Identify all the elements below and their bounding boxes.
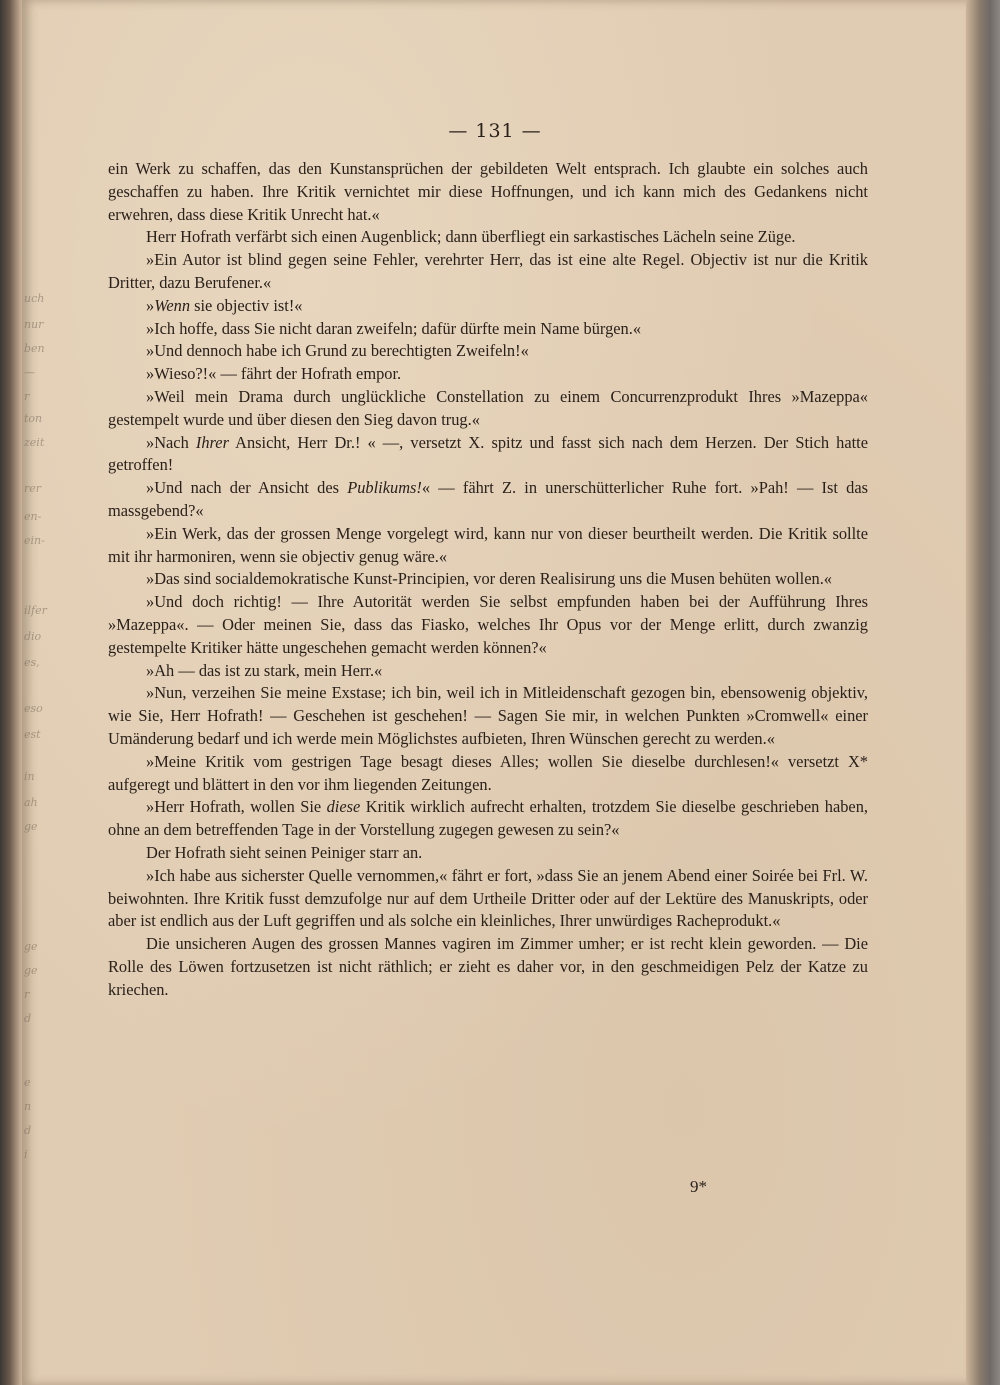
text-run: »Nach — [146, 432, 196, 452]
body-text — [108, 158, 868, 1001]
book-binding-shadow — [0, 0, 24, 1385]
text-run: Ansicht, Herr Dr.! « —, versetzt X. spitz und fasst sich nach dem Herzen. Der Stich hatte getroffen! — [108, 432, 869, 475]
emphasis: Wenn — [154, 295, 191, 315]
paragraph: »Und doch richtig! — Ihre Autorität werden Sie selbst empfunden haben bei der Aufführung Ihres »Mazeppa«. — Oder meinen Sie, dass das Fiasko, welches Ihr Opus vor der Menge erlitt, durch zwanzig gestempelte Kritiker hätte ungeschehen gemacht werden können?« — [108, 592, 868, 657]
paragraph — [108, 432, 868, 478]
paragraph: ein Werk zu schaffen, das den Kunstansprüchen der gebildeten Welt entsprach. Ich glaubte ein solches auch geschaffen zu haben. Ihre Kritik vernichtet mir diese Hoffnungen, und ich kann mich des Gedankens nicht erwehren, dass diese Kritik Unrecht hat.« — [108, 159, 868, 224]
paragraph: Herr Hofrath verfärbt sich einen Augenblick; dann überfliegt ein sarkastisches Lächeln seine Züge. — [146, 227, 796, 247]
paragraph — [108, 796, 868, 842]
paragraph: »Ah — das ist zu stark, mein Herr.« — [146, 660, 383, 680]
paragraph: Die unsicheren Augen des grossen Mannes vagiren im Zimmer umher; er ist recht klein geworden. — Die Rolle des Löwen fortzusetzen ist nicht räthlich; er zieht es daher vor, in den geschmeidigen Pelz der Katze zu kriechen. — [108, 934, 868, 999]
paragraph: »Weil mein Drama durch unglückliche Constellation zu einem Concurrenzprodukt Ihres »Mazeppa« gestempelt wurde und über diesen den Sieg davon trug.« — [108, 386, 868, 429]
paragraph: »Ein Werk, das der grossen Menge vorgelegt wird, kann nur von dieser beurtheilt werden. Die Kritik sollte mit ihr harmoniren, wenn sie objectiv genug wäre.« — [108, 523, 868, 566]
text-run: sie objectiv ist!« — [190, 295, 303, 315]
text-run: » — [146, 295, 155, 315]
paragraph: »Ich habe aus sicherster Quelle vernommen,« fährt er fort, »dass Sie an jenem Abend einer Soirée bei Frl. W. beiwohnten. Ihre Kritik fusst demzufolge nur auf dem Urtheile Dritter oder auf der Lektüre des Manuskripts, oder aber ist endlich aus der Luft gegriffen und als solche ein kleinliches, Ihrer unwürdiges Racheprodukt.« — [108, 865, 868, 931]
paragraph: »Meine Kritik vom gestrigen Tage besagt dieses Alles; wollen Sie dieselbe durchlesen!« versetzt X* aufgeregt und blättert in den vor ihm liegenden Zeitungen. — [108, 751, 868, 794]
paragraph: »Das sind socialdemokratische Kunst-Principien, vor deren Realisirung uns die Musen behüten wollen.« — [146, 569, 832, 589]
next-page-edge — [966, 0, 1000, 1385]
paragraph: Der Hofrath sieht seinen Peiniger starr an. — [146, 842, 423, 862]
signature-mark: 9* — [690, 1177, 707, 1196]
emphasis: Publikums! — [347, 478, 422, 498]
paragraph: »Wieso?!« — fährt der Hofrath empor. — [146, 364, 402, 384]
paragraph: »Und dennoch habe ich Grund zu berechtigten Zweifeln!« — [146, 341, 529, 361]
book-page — [22, 0, 968, 1385]
text-run: « — fährt Z. in unerschütterlicher Ruhe fort. »Pah! — Ist das massgebend?« — [108, 478, 868, 520]
paragraph — [108, 477, 868, 523]
running-head-page-number: — 131 — — [448, 120, 542, 142]
text-run: »Herr Hofrath, wollen Sie — [146, 797, 327, 817]
text-run: Kritik wirklich aufrecht erhalten, trotzdem Sie dieselbe geschrieben haben, ohne an dem betreffenden Tage in der Vorstellung zugegen gewesen zu sein?« — [108, 797, 868, 840]
text-run: »Und nach der Ansicht des — [146, 478, 348, 498]
facing-page-bleed: uch nur ben — r ton zeit rer en- ein- ilfer dio es, eso est in ah ge ge ge r d e n d i — [24, 292, 47, 1161]
paragraph: »Ich hoffe, dass Sie nicht daran zweifeln; dafür dürfte mein Name bürgen.« — [146, 318, 642, 338]
paragraph: »Nun, verzeihen Sie meine Exstase; ich bin, weil ich in Mitleidenschaft gezogen bin, ebensowenig objektiv, wie Sie, Herr Hofrath! — Geschehen ist geschehen! — Sagen Sie mir, in welchen Punkten »Cromwell« einer Umänderung bedarf und ich werde mein Möglichstes aufbieten, Ihren Wünschen gerecht zu werden.« — [108, 683, 868, 748]
paragraph: »Ein Autor ist blind gegen seine Fehler, verehrter Herr, das ist eine alte Regel. Objectiv ist nur die Kritik Dritter, dazu Berufener.« — [108, 250, 868, 292]
emphasis: diese — [326, 797, 361, 817]
emphasis: Ihrer — [195, 432, 229, 452]
paragraph — [108, 295, 868, 318]
